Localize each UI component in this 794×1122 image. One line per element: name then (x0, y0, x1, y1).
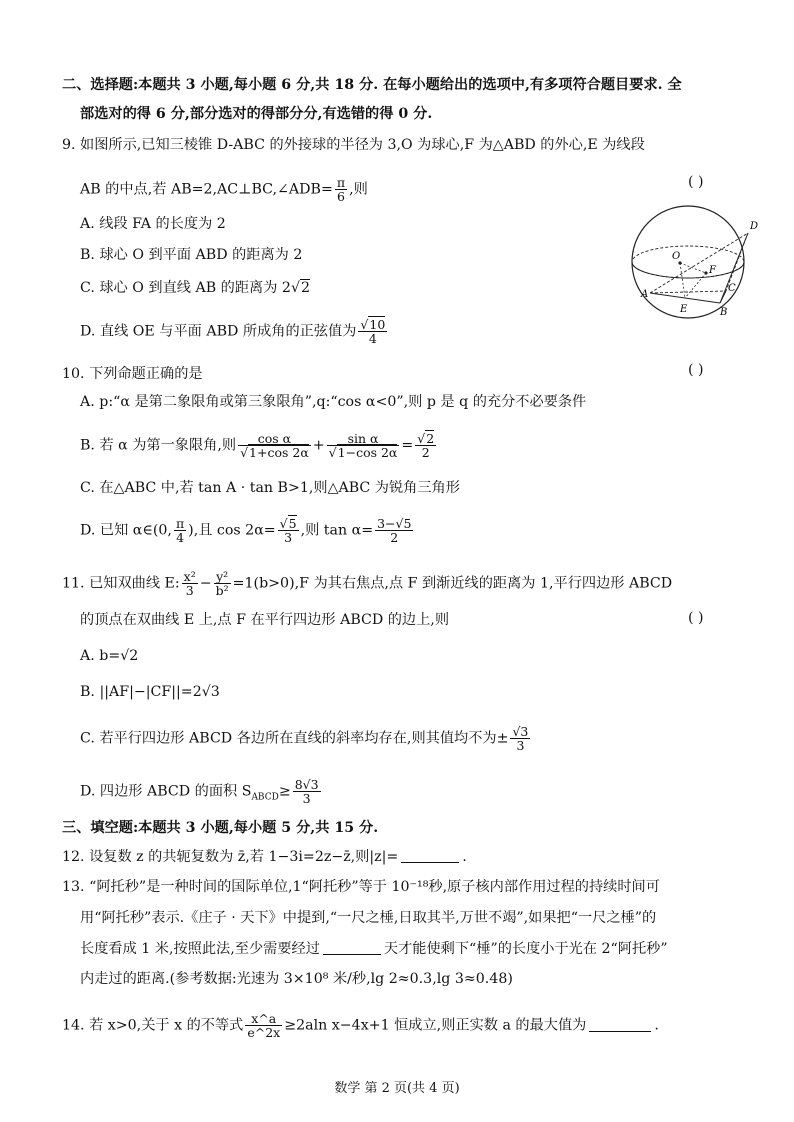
q10-answer-paren: ( ) (688, 362, 704, 378)
section2-title-line2: 部选对的得 6 分,部分选对的得部分分,有选错的得 0 分. (80, 106, 433, 122)
q11-option-a: A. b=√2 (80, 648, 139, 664)
q10-option-d: D. 已知 α∈(0, $\frac{\pi}{4}$ ),且 cos 2α= $\frac{√5}{3}$ ,则 tan α= $\frac{3-√5}{2}$ (80, 516, 412, 545)
q11-c-frac: $\frac{√3}{3}$ (512, 724, 529, 753)
q11-d-frac: $\frac{8√3}{3}$ (294, 777, 319, 806)
q10-d-frac-pi: $\frac{\pi}{4}$ (175, 516, 185, 545)
q11-x-frac: $\frac{\text{x²}}{3}$ (183, 569, 196, 598)
q11-answer-paren: ( ) (688, 610, 704, 626)
q10-stem: 10. 下列命题正确的是 (62, 366, 203, 382)
section3-title: 三、填空题:本题共 3 小题,每小题 5 分,共 15 分. (62, 820, 379, 836)
figure-label-b: B (720, 307, 728, 318)
q10-b-frac1: $\frac{\text{cos α}}{√1+\cos 2\alpha}$ (240, 431, 309, 460)
q9-option-d: D. 直线 OE 与平面 ABD 所成角的正弦值为 $\frac{√10}{4}$ (80, 317, 386, 346)
q10-d-frac-sqrt5: $\frac{√5}{3}$ (279, 516, 297, 545)
figure-label-e: E (680, 304, 688, 315)
q11-stem-line2: 的顶点在双曲线 E 上,点 F 在平行四边形 ABCD 的边上,则 (80, 612, 450, 628)
q11-stem-line1: 11. 已知双曲线 E: $\frac{\text{x²}}{3}$ − $\frac{\text{y²}}{\text{b²}}$ =1(b>0),F 为其右焦点,点 F 到渐近线的距离为 1,平行四边形 ABCD (62, 569, 673, 598)
q9-option-d-fraction: $\frac{√10}{4}$ (360, 317, 386, 346)
q9-option-b: B. 球心 O 到平面 ABD 的距离为 2 (80, 247, 303, 263)
page-footer: 数学 第 2 页(共 4 页) (334, 1081, 460, 1096)
q11-option-d: D. 四边形 ABCD 的面积 $S_{ABCD}\ge$ $\frac{8√3}{3}$ (80, 777, 319, 806)
q11-option-b: B. ||AF|−|CF||=2√3 (80, 684, 220, 700)
q11-option-c: C. 若平行四边形 ABCD 各边所在直线的斜率均存在,则其值均不为± $\frac{√3}{3}$ (80, 724, 529, 753)
q13-answer-blank[interactable] (323, 940, 381, 955)
q14-stem: 14. 若 x>0,关于 x 的不等式 $\frac{x\^{}a}{e\^{}2x}$ ≥2aln x−4x+1 恒成立,则正实数 a 的最大值为 . (62, 1011, 659, 1040)
figure-label-c: C (728, 283, 736, 294)
section2-title-line1: 二、选择题:本题共 3 小题,每小题 6 分,共 18 分. 在每小题给出的选项中,有多项符合题目要求. 全 (62, 77, 682, 93)
q12-answer-blank[interactable] (401, 848, 459, 863)
q13-line3: 长度看成 1 米,按照此法,至少需要经过 天才能使剩下“棰”的长度小于光在 2“阿托秒” (80, 941, 668, 957)
q9-angle-fraction: $\frac{\pi}{6}$ (336, 175, 346, 204)
q10-option-a: A. p:“α 是第二象限角或第三象限角”,q:“cos α<0”,则 p 是 q 的充分不必要条件 (80, 394, 587, 410)
q10-b-frac2: $\frac{\text{sin α}}{√1-\cos 2\alpha}$ (328, 431, 398, 460)
q10-b-frac3: $\frac{√2}{2}$ (417, 431, 435, 460)
q13-line2: 用“阿托秒”表示.《庄子 · 天下》中提到,“一尺之棰,日取其半,万世不竭”,如果把“一尺之棰”的 (80, 910, 657, 926)
q10-option-b: B. 若 α 为第一象限角,则 $\frac{\text{cos α}}{√1+\cos 2\alpha}$ + $\frac{\text{sin α}}{√1-\cos 2\alpha}$ = $\frac{√2}{2}$ (80, 431, 435, 460)
q14-answer-blank[interactable] (589, 1017, 651, 1032)
figure-label-a: A (641, 289, 649, 300)
q9-sphere-figure (622, 205, 772, 330)
q13-line1: 13. “阿托秒”是一种时间的国际单位,1“阿托秒”等于 10⁻¹⁸秒,原子核内部作用过程的持续时间可 (62, 879, 660, 895)
q11-y-frac: $\frac{\text{y²}}{\text{b²}}$ (215, 569, 229, 598)
q13-line4: 内走过的距离.(参考数据:光速为 3×10⁸ 米/秒,lg 2≈0.3,lg 3≈0.48) (80, 971, 513, 987)
figure-label-d: D (750, 221, 759, 232)
q9-option-c: C. 球心 O 到直线 AB 的距离为 2√2 (80, 280, 311, 296)
q10-option-c: C. 在△ABC 中,若 tan A · tan B>1,则△ABC 为锐角三角形 (80, 480, 460, 496)
figure-label-f: F (709, 265, 716, 276)
figure-label-o: O (672, 251, 681, 262)
q14-frac: $\frac{x\^{}a}{e\^{}2x}$ (247, 1011, 281, 1040)
q9-stem-line2: AB 的中点,若 AB=2,AC⊥BC,∠ADB= $\frac{\pi}{6}$ ,则 (80, 175, 368, 204)
q9-option-a: A. 线段 FA 的长度为 2 (80, 216, 226, 232)
q9-stem-line1: 9. 如图所示,已知三棱锥 D-ABC 的外接球的半径为 3,O 为球心,F 为△ABD 的外心,E 为线段 (62, 137, 645, 153)
q9-answer-paren: ( ) (688, 174, 704, 190)
q10-d-frac-result: $\frac{3-√5}{2}$ (377, 516, 412, 545)
q12-stem: 12. 设复数 z 的共轭复数为 z̄,若 1−3i=2z−z̄,则|z|= . (62, 849, 467, 865)
